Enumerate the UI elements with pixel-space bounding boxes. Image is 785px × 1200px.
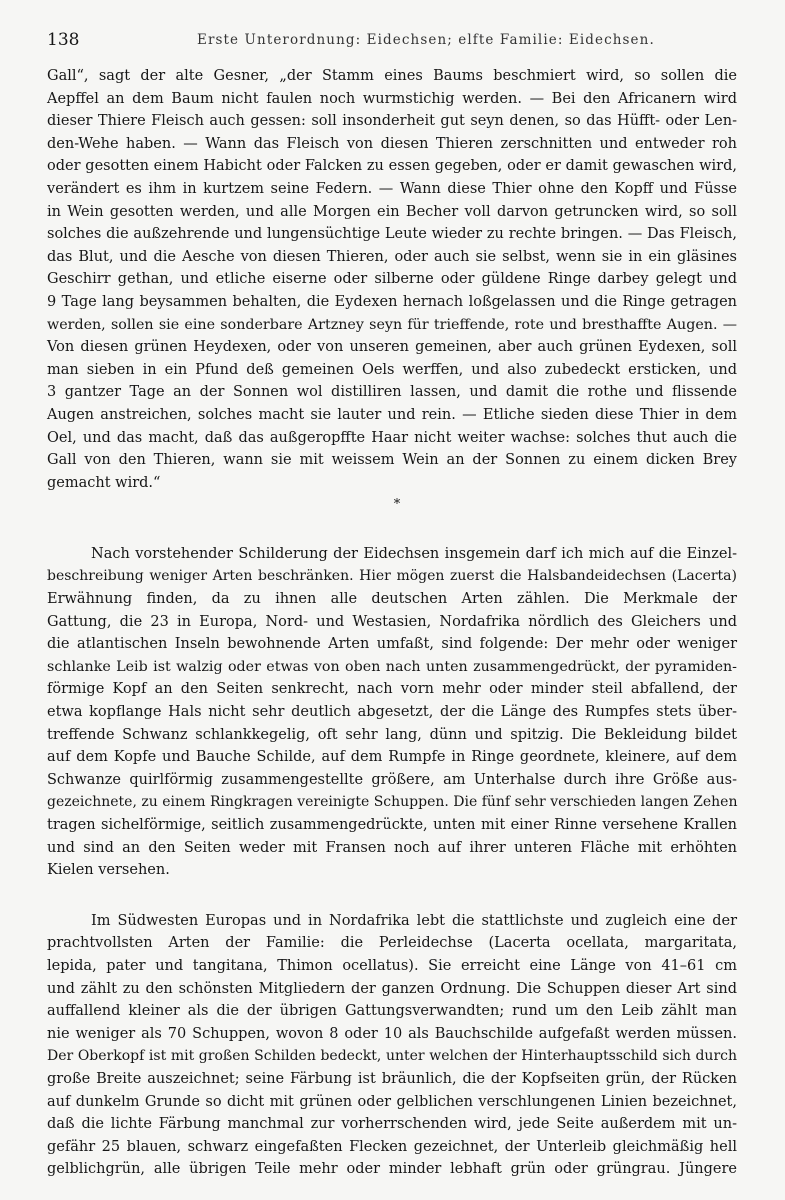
text-line: in Wein gesotten werden, und alle Morgen ein Becher voll darvon getruncken wird, so soll bbox=[47, 203, 737, 220]
paragraph-quote-gesner bbox=[47, 65, 737, 494]
text-line: und zählt zu den schönsten Mitgliedern der ganzen Ordnung. Die Schuppen dieser Art sind bbox=[47, 980, 737, 997]
text-line: Augen anstreichen, solches macht sie lauter und rein. — Etliche sieden diese Thier in dem bbox=[47, 406, 737, 423]
text-line: auf dem Kopfe und Bauche Schilde, auf dem Rumpfe in Ringe geordnete, kleinere, auf dem bbox=[47, 749, 737, 766]
text-line: Erwähnung finden, da zu ihnen alle deutschen Arten zählen. Die Merkmale der bbox=[47, 591, 737, 608]
page-number: 138 bbox=[47, 30, 80, 50]
text-line: große Breite auszeichnet; seine Färbung ist bräunlich, die der Kopfseiten grün, der Rücken bbox=[47, 1070, 737, 1087]
text-line: etwa kopflange Hals nicht sehr deutlich abgesetzt, der die Länge des Rumpfes stets über- bbox=[47, 704, 737, 721]
text-line: oder gesotten einem Habicht oder Falcken zu essen gegeben, oder er damit gewaschen wird, bbox=[47, 158, 737, 175]
text-line: Gattung, die 23 in Europa, Nord- und Westasien, Nordafrika nördlich des Gleichers und bbox=[47, 613, 737, 630]
section-separator: * bbox=[393, 497, 401, 513]
page-body bbox=[47, 65, 737, 1181]
text-line: schlanke Leib ist walzig oder etwas von oben nach unten zusammengedrückt, der pyramiden- bbox=[47, 658, 737, 675]
text-line: gezeichnete, zu einem Ringkragen vereinigte Schuppen. Die fünf sehr verschieden langen Zehen bbox=[47, 794, 738, 811]
text-line: lepida, pater und tangitana, Thimon ocellatus). Sie erreicht eine Länge von 41–61 cm bbox=[47, 957, 737, 974]
paragraph-perleidechse bbox=[47, 910, 737, 1181]
text-line: werden, sollen sie eine sonderbare Artzney seyn für trieffende, rote und bresthaffte Augen. — bbox=[47, 316, 737, 333]
text-line: förmige Kopf an den Seiten senkrecht, nach vorn mehr oder minder steil abfallend, der bbox=[47, 681, 737, 698]
text-line: den-Wehe haben. — Wann das Fleisch von diesen Thieren zerschnitten und entweder roh bbox=[47, 135, 737, 152]
text-line: Von diesen grünen Heydexen, oder von unseren gemeinen, aber auch grünen Eydexen, soll bbox=[47, 339, 737, 356]
text-line: Geschirr gethan, und etliche eiserne oder silberne oder güldene Ringe darbey gelegt und bbox=[47, 271, 737, 288]
paragraph-spacer bbox=[47, 517, 737, 543]
text-line: Gall“, sagt der alte Gesner, „der Stamm eines Baums beschmiert wird, so sollen die bbox=[47, 68, 737, 84]
page-header bbox=[47, 30, 747, 56]
text-line: 9 Tage lang beysammen behalten, die Eydexen hernach loßgelassen und die Ringe getragen bbox=[47, 293, 737, 310]
text-line: das Blut, und die Aesche von diesen Thieren, oder auch sie selbst, wenn sie in ein gläsines bbox=[47, 248, 737, 265]
text-line: gelblichgrün, alle übrigen Teile mehr oder minder lebhaft grün oder grüngrau. Jüngere bbox=[47, 1161, 737, 1178]
text-line: tragen sichelförmige, seitlich zusammengedrückte, unten mit einer Rinne versehene Krallen bbox=[47, 817, 737, 833]
text-line: treffende Schwanz schlankkegelig, oft sehr lang, dünn und spitzig. Die Bekleidung bildet bbox=[47, 726, 737, 743]
text-line: Schwanze quirlförmig zusammengestellte größere, am Unterhalse durch ihre Größe aus- bbox=[47, 771, 737, 788]
text-line: dieser Thiere Fleisch auch gessen: soll insonderheit gut seyn denen, so das Hüfft- oder Len- bbox=[47, 113, 737, 130]
text-line: Aepffel an dem Baum nicht faulen noch wurmstichig werden. — Bei den Africanern wird bbox=[47, 90, 737, 107]
text-line: prachtvollsten Arten der Familie: die Perleidechse (Lacerta ocellata, margaritata, bbox=[47, 935, 737, 952]
text-line: auf dunkelm Grunde so dicht mit grünen oder gelblichen verschlungenen Linien bezeichnet, bbox=[47, 1093, 737, 1110]
text-line: solches die außzehrende und lungensüchtige Leute wieder zu rechte bringen. — Das Fleisch, bbox=[47, 226, 737, 243]
text-line: und sind an den Seiten weder mit Fransen noch auf ihrer unteren Fläche mit erhöhten bbox=[47, 839, 737, 856]
text-line: auffallend kleiner als die der übrigen Gattungsverwandten; rund um den Leib zählt man bbox=[47, 1003, 737, 1020]
text-line: gefähr 25 blauen, schwarz eingefaßten Flecken gezeichnet, der Unterleib gleichmäßig hell bbox=[47, 1138, 737, 1155]
text-line: nie weniger als 70 Schuppen, wovon 8 oder 10 als Bauchschilde aufgefaßt werden müssen. bbox=[47, 1025, 737, 1042]
text-line: Im Südwesten Europas und in Nordafrika lebt die stattlichste und zugleich eine der bbox=[91, 912, 737, 929]
text-line: verändert es ihm in kurtzem seine Federn. — Wann diese Thier ohne den Kopff und Füsse bbox=[47, 180, 737, 197]
text-line: 3 gantzer Tage an der Sonnen wol distilliren lassen, und damit die rothe und flissende bbox=[47, 384, 737, 401]
text-line: Der Oberkopf ist mit großen Schilden bedeckt, unter welchen der Hinterhauptsschild sich durch bbox=[47, 1048, 737, 1065]
text-line: daß die lichte Färbung manchmal zur vorherrschenden wird, jede Seite außerdem mit un- bbox=[47, 1116, 737, 1133]
text-line: Nach vorstehender Schilderung der Eidechsen insgemein darf ich mich auf die Einzel- bbox=[91, 545, 737, 562]
paragraph-spacer bbox=[47, 882, 737, 910]
paragraph-lacerta-genus bbox=[47, 543, 737, 882]
running-head: Erste Unterordnung: Eidechsen; elfte Familie: Eidechsen. bbox=[197, 32, 655, 48]
text-line: Oel, und das macht, daß das außgeropffte Haar nicht weiter wachse: solches thut auch die bbox=[47, 429, 737, 446]
text-line: die atlantischen Inseln bewohnende Arten umfaßt, sind folgende: Der mehr oder weniger bbox=[47, 636, 737, 653]
text-line: beschreibung weniger Arten beschränken. Hier mögen zuerst die Halsbandeidechsen (Lacerta) bbox=[47, 568, 737, 585]
text-line: gemacht wird.“ bbox=[47, 474, 161, 491]
text-line: Kielen versehen. bbox=[47, 862, 170, 879]
text-line: man sieben in ein Pfund deß gemeinen Oels werffen, und also zubedeckt ersticken, und bbox=[47, 361, 737, 378]
text-line: Gall von den Thieren, wann sie mit weissem Wein an der Sonnen zu einem dicken Brey bbox=[47, 452, 737, 469]
